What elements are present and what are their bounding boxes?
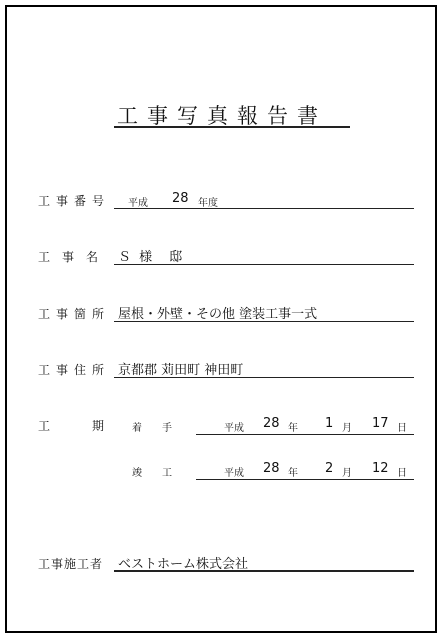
project-place-rule [114, 321, 414, 322]
period-label-left: 工 [38, 419, 51, 433]
project-number-era: 平成 [128, 198, 148, 209]
period-start-month: 1 [325, 416, 334, 431]
period-end-day-unit: 日 [397, 468, 407, 479]
project-address-label: 工事住所 [38, 363, 111, 377]
project-address-rule [114, 377, 414, 378]
project-name-rule [114, 264, 414, 265]
period-start-month-unit: 月 [342, 423, 352, 434]
period-end-day: 12 [372, 461, 389, 476]
project-place-label: 工事箇所 [38, 307, 111, 321]
contractor-label: 工事施工者 [38, 557, 104, 571]
page-title: 工事写真報告書 [117, 104, 327, 128]
period-end-month: 2 [325, 461, 334, 476]
period-start-year-unit: 年 [288, 423, 298, 434]
period-end-year: 28 [263, 461, 280, 476]
period-end-year-unit: 年 [288, 468, 298, 479]
project-number-suffix: 年度 [198, 198, 218, 209]
period-start-era: 平成 [224, 423, 244, 434]
project-name-label: 工 事 名 [38, 250, 99, 264]
project-place-value: 屋根・外壁・その他 塗装工事一式 [118, 307, 318, 322]
period-start-day: 17 [372, 416, 389, 431]
title-underline [114, 126, 350, 128]
period-start-label: 着 手 [132, 423, 172, 434]
period-start-year: 28 [263, 416, 280, 431]
period-start-day-unit: 日 [397, 423, 407, 434]
period-end-rule [196, 479, 414, 480]
project-address-value: 京都郡 苅田町 神田町 [118, 363, 244, 378]
project-number-year: 28 [172, 191, 189, 206]
contractor-value: ベストホーム株式会社 [118, 557, 249, 572]
project-number-rule [114, 208, 414, 209]
period-end-label: 竣 工 [132, 468, 172, 479]
contractor-rule [114, 570, 414, 572]
project-name-value: Ｓ 様 邸 [118, 250, 185, 265]
project-number-label: 工事番号 [38, 194, 111, 208]
period-start-rule [196, 434, 414, 435]
period-label-right: 期 [92, 419, 105, 433]
period-end-era: 平成 [224, 468, 244, 479]
period-end-month-unit: 月 [342, 468, 352, 479]
